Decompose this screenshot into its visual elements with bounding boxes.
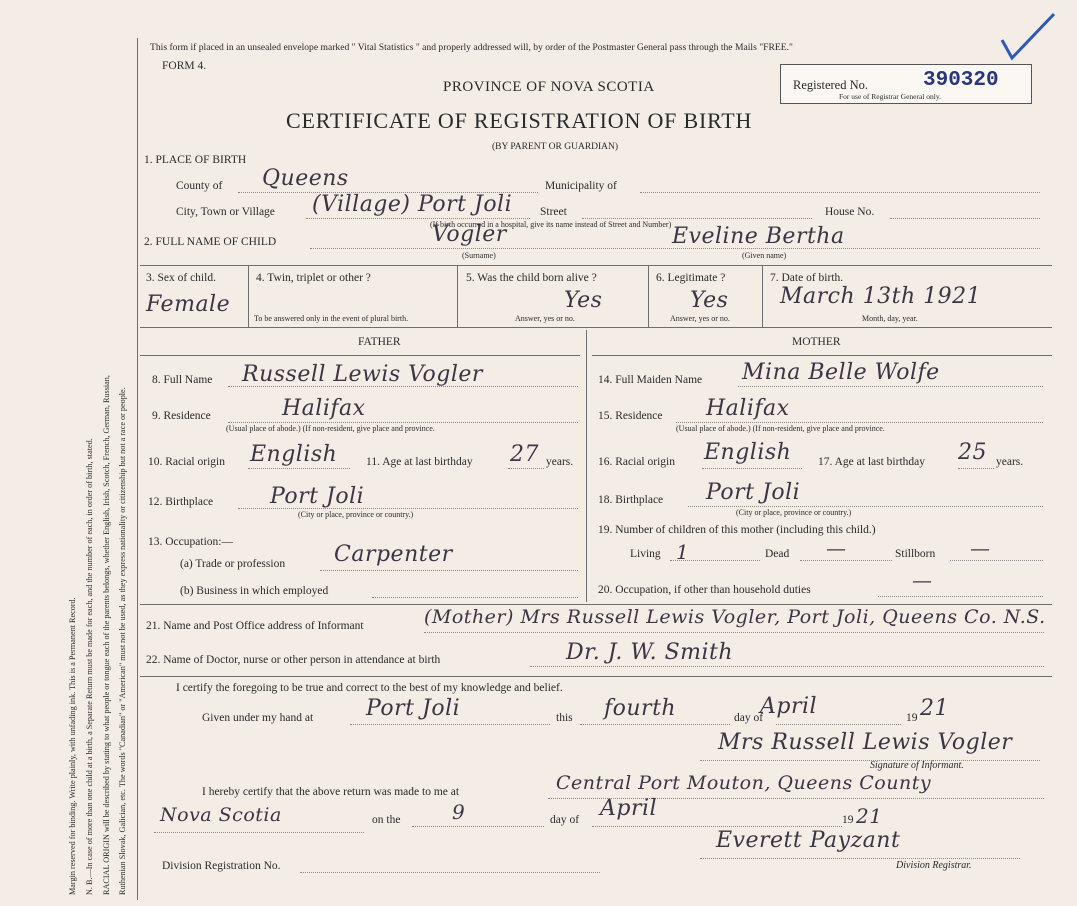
mother-birthplace-value: Port Joli: [706, 480, 801, 505]
father-birthplace-note: (City or place, province or country.): [298, 510, 414, 519]
county-value: Queens: [262, 166, 349, 191]
informant-label: 21. Name and Post Office address of Informant: [146, 620, 364, 632]
given-day-of-label: day of: [734, 712, 764, 724]
registrar-month-value: April: [600, 796, 658, 821]
father-occupation-label: 13. Occupation:—: [148, 536, 233, 548]
mother-residence-label: 15. Residence: [598, 410, 663, 422]
doctor-label: 22. Name of Doctor, nurse or other person in attendance at birth: [146, 654, 441, 666]
twin-note: To be answered only in the event of plural birth.: [254, 314, 409, 323]
child-name-label: 2. FULL NAME OF CHILD: [144, 236, 277, 248]
living-value: 1: [676, 540, 690, 564]
birth-date-note: Month, day, year.: [862, 314, 918, 323]
given-name-caption: (Given name): [742, 251, 787, 260]
hospital-note: (If birth occurred in a hospital, give its name instead of Street and Number): [430, 220, 672, 229]
legitimate-value: Yes: [690, 288, 729, 313]
child-surname-value: Vogler: [432, 222, 507, 247]
father-birthplace-label: 12. Birthplace: [148, 496, 214, 508]
form-number: FORM 4.: [162, 60, 207, 72]
father-racial-value: English: [250, 442, 338, 467]
mother-name-label: 14. Full Maiden Name: [598, 374, 703, 386]
father-name-value: Russell Lewis Vogler: [242, 362, 483, 387]
province-heading: PROVINCE OF NOVA SCOTIA: [443, 79, 655, 95]
born-alive-note: Answer, yes or no.: [515, 314, 575, 323]
street-label: Street: [540, 206, 567, 218]
given-year-prefix: 19: [906, 712, 918, 724]
registrar-on-the-label: on the: [372, 814, 401, 826]
dead-label: Dead: [765, 548, 790, 560]
registrar-day-of-label: day of: [550, 814, 580, 826]
page-subtitle: (BY PARENT OR GUARDIAN): [492, 142, 619, 152]
father-residence-value: Halifax: [282, 396, 366, 421]
mother-birthplace-note: (City or place, province or country.): [736, 508, 852, 517]
registrar-place-value: Central Port Mouton, Queens County: [556, 772, 932, 794]
mother-residence-value: Halifax: [706, 396, 790, 421]
mother-occupation-value: —: [912, 568, 933, 592]
mother-age-value: 25: [958, 440, 987, 465]
born-alive-label: 5. Was the child born alive ?: [466, 272, 597, 284]
given-place-value: Port Joli: [366, 696, 461, 721]
twin-label: 4. Twin, triplet or other ?: [256, 272, 371, 284]
legitimate-note: Answer, yes or no.: [670, 314, 730, 323]
father-birthplace-value: Port Joli: [270, 484, 365, 509]
margin-note-racial-origin: RACIAL ORIGIN will be described by stating to what people or tongue each of the parents belongs, whether English, Irish, Scotch, French, German, Russian,: [102, 375, 111, 895]
registered-number-box: [780, 64, 1032, 104]
sex-label: 3. Sex of child.: [146, 272, 216, 284]
mother-birthplace-label: 18. Birthplace: [598, 494, 664, 506]
registrar-day-value: 9: [452, 800, 466, 824]
birth-date-value: March 13th 1921: [780, 284, 982, 309]
informant-value: (Mother) Mrs Russell Lewis Vogler, Port Joli, Queens Co. N.S.: [424, 606, 1046, 628]
father-residence-label: 9. Residence: [152, 410, 211, 422]
city-label: City, Town or Village: [176, 206, 275, 218]
mother-years-label: years.: [996, 456, 1024, 468]
given-day-value: fourth: [604, 696, 677, 721]
informant-signature-caption: Signature of Informant.: [870, 760, 964, 771]
postal-note: This form if placed in an unsealed envelope marked " Vital Statistics " and properly addressed will, by order of the Postmaster General pass through the Mails "FREE.": [150, 42, 793, 53]
father-age-value: 27: [510, 442, 539, 467]
mother-occupation-label: 20. Occupation, if other than household duties: [598, 584, 811, 596]
mother-racial-value: English: [704, 440, 792, 465]
given-month-value: April: [760, 694, 818, 719]
father-trade-label: (a) Trade or profession: [180, 558, 286, 570]
father-age-label: 11. Age at last birthday: [366, 456, 473, 468]
checkmark-icon: [996, 10, 1060, 66]
mother-residence-note: (Usual place of abode.) (If non-resident, give place and province.: [676, 424, 885, 433]
margin-note-nationality: Ruthenian Slovak, Galician, etc. The words "Canadian" or "American" must not be used, as they express nationality or citizenship but not a race or people.: [118, 387, 127, 895]
doctor-value: Dr. J. W. Smith: [566, 640, 734, 665]
father-residence-note: (Usual place of abode.) (If non-resident, give place and province.: [226, 424, 435, 433]
father-name-label: 8. Full Name: [152, 374, 213, 386]
registrar-year-value: 21: [856, 804, 883, 828]
division-registrar-caption: Division Registrar.: [896, 860, 972, 871]
mother-heading: MOTHER: [792, 336, 841, 348]
municipality-label: Municipality of: [545, 180, 617, 192]
mother-racial-label: 16. Racial origin: [598, 456, 675, 468]
surname-caption: (Surname): [462, 251, 496, 260]
child-given-name-value: Eveline Bertha: [672, 224, 845, 249]
certify-text: I certify the foregoing to be true and correct to the best of my knowledge and belief.: [176, 682, 563, 694]
father-racial-label: 10. Racial origin: [148, 456, 225, 468]
margin-note-multiple-births: N. B.—In case of more than one child at a birth, a Separate Return must be made for each, and the number of each, in order of birth, stated.: [85, 438, 94, 895]
dead-value: —: [826, 536, 847, 560]
registrar-signature: Everett Payzant: [716, 828, 901, 853]
registrar-year-prefix: 19: [842, 814, 854, 826]
stillborn-value: —: [970, 536, 991, 560]
father-years-label: years.: [546, 456, 574, 468]
registrar-note: For use of Registrar General only.: [839, 92, 941, 101]
county-label: County of: [176, 180, 223, 192]
place-of-birth-label: 1. PLACE OF BIRTH: [144, 154, 247, 166]
given-under-label: Given under my hand at: [202, 712, 314, 724]
registered-number: 390320: [923, 69, 999, 92]
living-label: Living: [630, 548, 661, 560]
house-number-label: House No.: [825, 206, 875, 218]
born-alive-value: Yes: [564, 288, 603, 313]
informant-signature: Mrs Russell Lewis Vogler: [718, 730, 1013, 755]
registrar-statement: I hereby certify that the above return was made to me at: [202, 786, 460, 798]
father-trade-value: Carpenter: [334, 542, 453, 567]
division-registration-label: Division Registration No.: [162, 860, 281, 872]
margin-divider: [137, 38, 138, 900]
stillborn-label: Stillborn: [895, 548, 936, 560]
registrar-place-value-2: Nova Scotia: [160, 804, 282, 826]
this-label: this: [556, 712, 573, 724]
mother-children-label: 19. Number of children of this mother (including this child.): [598, 524, 876, 536]
father-heading: FATHER: [358, 336, 401, 348]
mother-age-label: 17. Age at last birthday: [818, 456, 925, 468]
registered-label: Registered No.: [793, 78, 868, 92]
given-year-value: 21: [920, 696, 949, 721]
birth-date-label: 7. Date of birth.: [770, 272, 844, 284]
sex-value: Female: [146, 292, 231, 317]
page-title: CERTIFICATE OF REGISTRATION OF BIRTH: [286, 108, 753, 133]
legitimate-label: 6. Legitimate ?: [656, 272, 726, 284]
margin-note-binding: Margin reserved for binding. Write plainly, with unfading ink. This is a Permanent Record.: [68, 597, 77, 895]
mother-name-value: Mina Belle Wolfe: [742, 360, 940, 385]
city-value: (Village) Port Joli: [312, 192, 513, 217]
father-business-label: (b) Business in which employed: [180, 585, 329, 597]
